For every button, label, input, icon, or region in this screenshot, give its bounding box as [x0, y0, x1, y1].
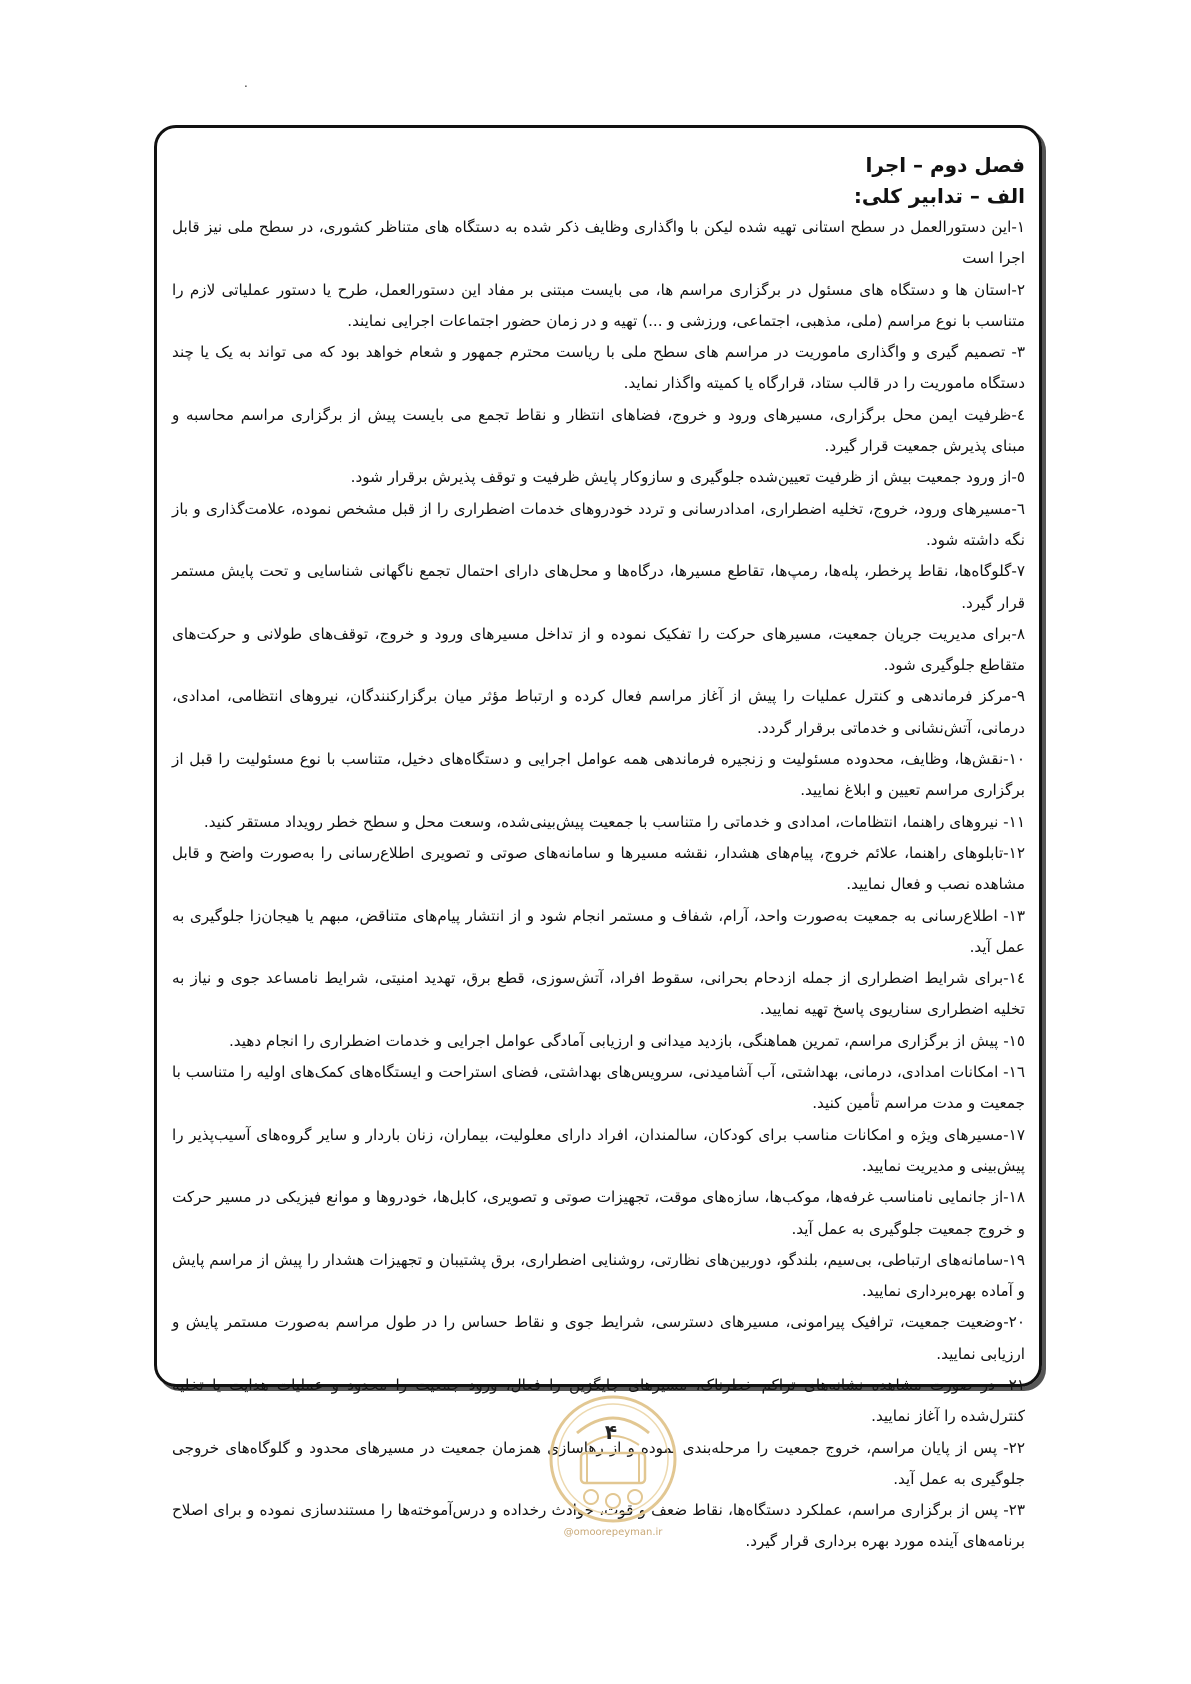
page-number: ۴ [604, 1420, 618, 1444]
list-item: ١٤-برای شرایط اضطراری از جمله ازدحام بحرانی، سقوط افراد، آتش‌سوزی، قطع برق، تهدید امنیتی، شرایط نامساعد جوی و نیاز به تخلیه اضطراری سناریوی پاسخ تهیه نمایید. [172, 969, 1025, 1019]
section-title: الف – تدابیر کلی: [853, 184, 1025, 208]
document-body [172, 150, 1025, 1558]
list-item: ٢١- در صورت مشاهده نشانه‌های تراکم خطرناک، مسیرهای جایگزین را فعال، ورود جمعیت را محدود و عملیات هدایت یا تخلیه کنترل‌شده را آغاز نمایید. [172, 1375, 1025, 1426]
list-item: ٢٠-وضعیت جمعیت، ترافیک پیرامونی، مسیرهای دسترسی، شرایط جوی و نقاط حساس را در طول مراسم به‌صورت مستمر پایش و ارزیابی نمایید. [172, 1313, 1025, 1363]
list-item: ٢٣- پس از برگزاری مراسم، عملکرد دستگاه‌ها، نقاط ضعف و قوت، حوادث رخداده و درس‌آموخته‌ها را مستندسازی نموده و برای اصلاح برنامه‌های آینده مورد بهره برداری قرار گیرد. [172, 1501, 1025, 1551]
list-item: ١١- نیروهای راهنما، انتظامات، امدادی و خدماتی را متناسب با جمعیت پیش‌بینی‌شده، وسعت محل و سطح خطر رویداد مستقر کنید. [203, 812, 1025, 831]
list-item: ١٢-تابلوهای راهنما، علائم خروج، پیام‌های هشدار، نقشه مسیرها و سامانه‌های صوتی و تصویری اطلاع‌رسانی را به‌صورت واضح و قابل مشاهده نصب و فعال نمایید. [172, 843, 1025, 894]
list-item: ١٩-سامانه‌های ارتباطی، بی‌سیم، بلندگو، دوربین‌های نظارتی، روشنایی اضطراری، برق پشتیبان و تجهیزات هشدار را پیش از مراسم پایش و آماده بهره‌برداری نمایید. [172, 1250, 1025, 1301]
list-item: ٧-گلوگاه‌ها، نقاط پرخطر، پله‌ها، رمپ‌ها، تقاطع مسیرها، درگاه‌ها و محل‌های دارای احتمال تجمع ناگهانی شناسایی و تحت پایش مستمر قرار گیرد. [172, 562, 1025, 612]
list-item: ٢٢- پس از پایان مراسم، خروج جمعیت را مرحله‌بندی نموده و از رهاسازی همزمان جمعیت در مسیرهای محدود و گلوگاه‌های خروجی جلوگیری به عمل آید. [172, 1438, 1025, 1488]
list-item: ٤-ظرفیت ایمن محل برگزاری، مسیرهای ورود و خروج، فضاهای انتظار و نقاط تجمع می بایست پیش از برگزاری مراسم محاسبه و مبنای پذیرش جمعیت قرار گیرد. [172, 405, 1025, 456]
list-item: ١٠-نقش‌ها، وظایف، محدوده مسئولیت و زنجیره فرماندهی همه عوامل اجرایی و دستگاه‌های دخیل، متناسب با نوع مسئولیت را قبل از برگزاری مراسم تعیین و ابلاغ نمایید. [172, 750, 1025, 800]
list-item: ٨-برای مدیریت جریان جمعیت، مسیرهای حرکت را تفکیک نموده و از تداخل مسیرهای ورود و خروج، توقف‌های طولانی و حرکت‌های متقاطع جلوگیری شود. [172, 624, 1025, 675]
item-list [172, 212, 1025, 1558]
chapter-title: فصل دوم – اجرا [865, 153, 1025, 177]
list-item: ٦-مسیرهای ورود، خروج، تخلیه اضطراری، امدادرسانی و تردد خودروهای خدمات اضطراری را از قبل مشخص نموده، علامت‌گذاری و باز نگه داشته شود. [172, 499, 1025, 549]
list-item: ١٣- اطلاع‌رسانی به جمعیت به‌صورت واحد، آرام، شفاف و مستمر انجام شود و از انتشار پیام‌های متناقض، مبهم یا هیجان‌زا جلوگیری به عمل آید. [172, 906, 1025, 956]
list-item: ١٥- پیش از برگزاری مراسم، تمرین هماهنگی، بازدید میدانی و ارزیابی آمادگی عوامل اجرایی و خدمات اضطراری را انجام دهید. [228, 1031, 1025, 1050]
watermark-seal-icon [547, 1393, 679, 1525]
list-item: ٩-مرکز فرماندهی و کنترل عملیات را پیش از آغاز مراسم فعال کرده و ارتباط مؤثر میان برگزارکنندگان، نیروهای انتظامی، امدادی، درمانی، آتش‌نشانی و خدماتی برقرار گردد. [172, 687, 1025, 737]
list-item: ٣- تصمیم گیری و واگذاری ماموریت در مراسم های سطح ملی با ریاست محترم جمهور و شعام خواهد بود که می تواند به یک یا چند دستگاه ماموریت را در قالب ستاد، قرارگاه یا کمیته واگذار نماید. [172, 343, 1025, 393]
stray-mark: . [244, 76, 248, 90]
list-item: ٥-از ورود جمعیت بیش از ظرفیت تعیین‌شده جلوگیری و سازوکار پایش ظرفیت و توقف پذیرش برقرار شود. [350, 468, 1025, 487]
watermark-handle: @omoorepeyman.ir [563, 1527, 663, 1538]
list-item: ١-این دستورالعمل در سطح استانی تهیه شده لیکن با واگذاری وظایف ذکر شده به دستگاه های متناظر کشوری، در سطح ملی نیز قابل اجرا است [172, 218, 1025, 268]
list-item: ١٧-مسیرهای ویژه و امکانات مناسب برای کودکان، سالمندان، افراد دارای معلولیت، بیماران، زنان باردار و سایر گروه‌های آسیب‌پذیر را پیش‌بینی و مدیریت نمایید. [172, 1125, 1025, 1175]
list-item: ١٨-از جانمایی نامناسب غرفه‌ها، موکب‌ها، سازه‌های موقت، تجهیزات صوتی و تصویری، کابل‌ها، خودروها و موانع فیزیکی در مسیر حرکت و خروج جمعیت جلوگیری به عمل آید. [172, 1188, 1025, 1238]
list-item: ١٦- امکانات امدادی، درمانی، بهداشتی، آب آشامیدنی، سرویس‌های بهداشتی، فضای استراحت و ایستگاه‌های کمک‌های اولیه را متناسب با جمعیت و مدت مراسم تأمین کنید. [172, 1063, 1025, 1113]
list-item: ٢-استان ها و دستگاه های مسئول در برگزاری مراسم ها، می بایست مبتنی بر مفاد این دستورالعمل، طرح یا دستور عملیاتی لازم را متناسب با نوع مراسم (ملی، مذهبی، اجتماعی، ورزشی و ...) تهیه و در زمان حضور اجتماعات اجرایی نمایند. [172, 280, 1025, 330]
